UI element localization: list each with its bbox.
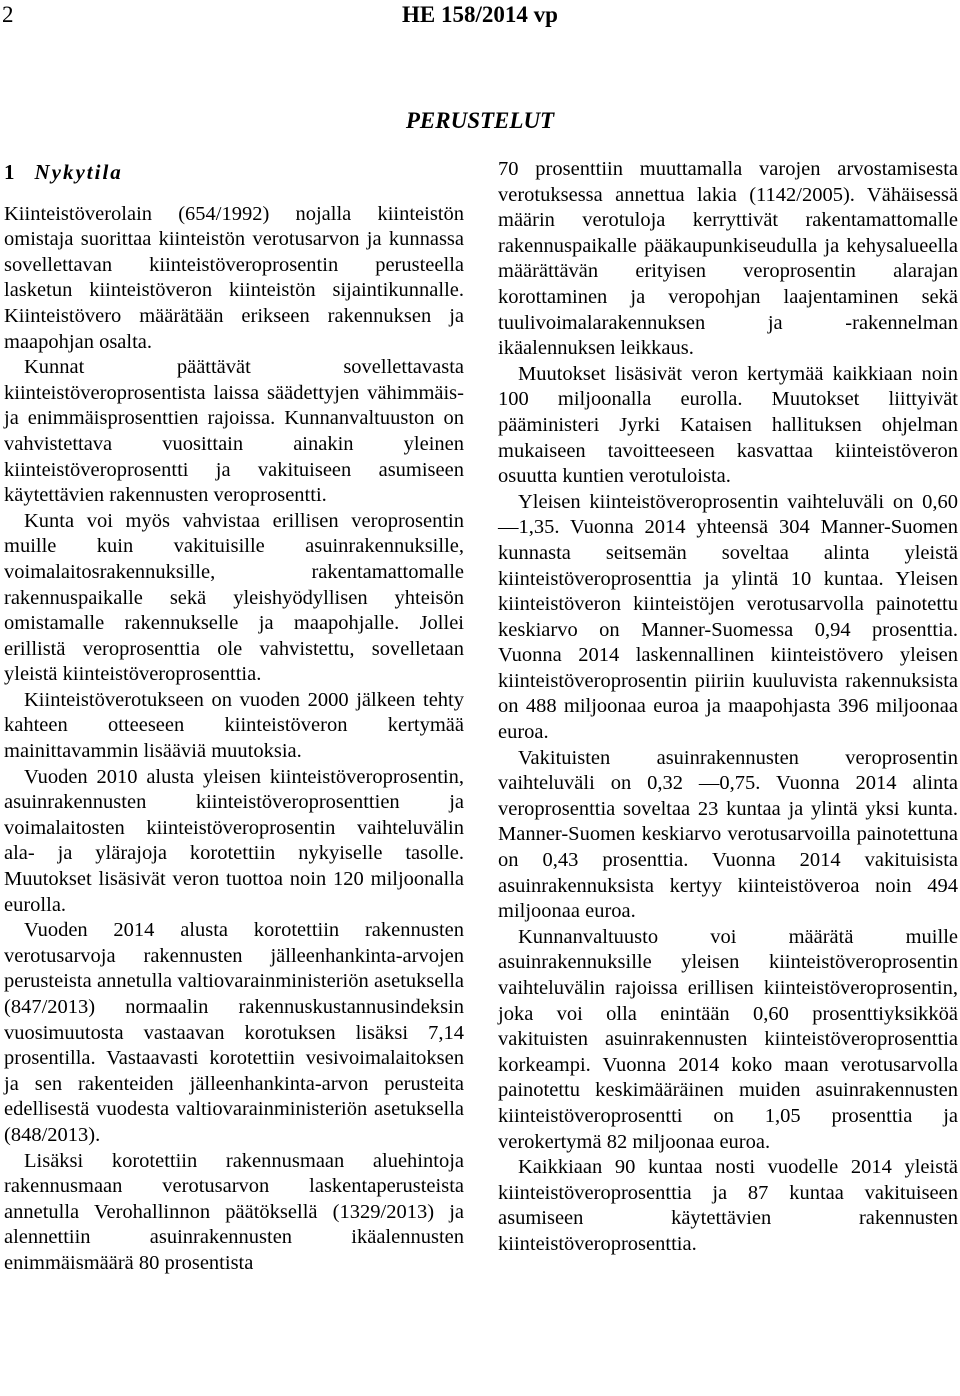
paragraph: Kunta voi myös vahvistaa erillisen veroprosentin muille kuin vakituisille asuinrakennuksille, voimalaitosrakennuksille, rakentamattomalle rakennuspaikalle sekä yleishyödyllisen yhteisön omistamalle rakennukselle ja maapohjalle. Jollei erillistä veroprosenttia ole vahvistettu, sovelletaan yleistä kiinteistöveroprosenttia.	[4, 509, 464, 686]
section-title: PERUSTELUT	[405, 108, 555, 133]
left-column	[4, 160, 464, 1277]
subsection-number: 1	[4, 160, 15, 184]
right-column	[498, 157, 958, 1258]
paragraph: Kunnat päättävät sovellettavasta kiinteistöveroprosentista laissa säädettyjen vähimmäis- ja enimmäisprosenttien rajoissa. Kunnanvaltuuston on vahvistettava vuosittain ainakin yleinen kiinteistöveroprosentti ja vakituiseen asumiseen käytettävien rakennusten veroprosentti.	[4, 356, 464, 507]
subsection-heading	[4, 160, 464, 186]
paragraph: Vuoden 2010 alusta yleisen kiinteistöveroprosentin, asuinrakennusten kiinteistöveroprosenttien ja voimalaitosten kiinteistöveroprosentin vaihteluvälin ala- ja ylärajoja korotettiin nykyiselle tasolle. Muutokset lisäsivät veron tuottoa noin 120 miljoonalla eurolla.	[4, 765, 464, 916]
document-id: HE 158/2014 vp	[402, 2, 558, 27]
paragraph: Vakituisten asuinrakennusten veroprosentin vaihteluväli on 0,32 —0,75. Vuonna 2014 alinta veroprosenttia soveltaa 23 kuntaa ja ylintä yksi kunta. Manner-Suomen keskiarvo verotusarvoilla painotettuna on 0,43 prosenttia. Vuonna 2014 vakituisista asuinrakennuksista kertyy kiinteistöveroa noin 494 miljoonaa euroa.	[498, 746, 958, 923]
paragraph: Kaikkiaan 90 kuntaa nosti vuodelle 2014 yleistä kiinteistöveroprosenttia ja 87 kuntaa vakituiseen asumiseen käytettävien rakennusten kiinteistöveroprosenttia.	[498, 1156, 958, 1255]
paragraph: Kiinteistöverolain (654/1992) nojalla kiinteistön omistaja suorittaa kiinteistön verotusarvon ja kunnassa sovellettavan kiinteistöveroprosentin perusteella lasketun kiinteistöveron kiinteistön sijaintikunnalle. Kiinteistövero määrätään erikseen rakennuksen ja maapohjan osalta.	[4, 202, 464, 353]
page-number: 2	[2, 2, 14, 27]
paragraph: Vuoden 2014 alusta korotettiin rakennusten verotusarvoja rakennusten jälleenhankinta-arvojen perusteista annetulla valtiovarainministeriön asetuksella (847/2013) normaalin rakennuskustannusindeksin vuosimuutosta vastaavan korotuksen lisäksi 7,14 prosentilla. Vastaavasti korotettiin vesivoimalaitoksen ja sen rakenteiden jälleenhankinta-arvon perusteita edellisestä vuodesta valtiovarainministeriön asetuksella (848/2013).	[4, 919, 464, 1146]
paragraph: Muutokset lisäsivät veron kertymää kaikkiaan noin 100 miljoonalla eurolla. Muutokset liittyivät pääministeri Jyrki Kataisen hallituksen ohjelman mukaiseen tavoitteeseen kasvattaa kiinteistöveron osuutta kuntien verotuloista.	[498, 362, 958, 488]
paragraph: Kunnanvaltuusto voi määrätä muille asuinrakennuksille yleisen kiinteistöveroprosentin vaihteluvälin rajoissa erillisen kiinteistöveroprosentin, joka voi olla enintään 0,60 prosenttiyksikköä vakituisten asuinrakennusten kiinteistöveroprosenttia korkeampi. Vuonna 2014 koko maan verotusarvolla painotettu keskimääräinen muiden asuinrakennusten kiinteistöveroprosentti on 1,05 prosenttia ja verokertymä 82 miljoonaa euroa.	[498, 925, 958, 1153]
paragraph: 70 prosenttiin muuttamalla varojen arvostamisesta verotuksessa annettua lakia (1142/2005). Vähäisessä määrin verotuloja kerryttivät rakentamattomalle rakennuspaikalle pääkaupunkiseudulla ja kehysalueella määrättävän erityisen veroprosentin alarajan korottaminen ja veropohjan laajentaminen sekä tuulivoimalarakennuksen ja -rakennelman ikäalennuksen leikkaus.	[498, 158, 958, 360]
subsection-title: Nykytila	[34, 160, 123, 184]
paragraph: Lisäksi korotettiin rakennusmaan aluehintoja rakennusmaan verotusarvon laskentaperusteista annetulla Verohallinnon päätöksellä (1329/2013) ja alennettiin asuinrakennusten ikäalennusten enimmäismäärä 80 prosentista	[4, 1149, 464, 1274]
paragraph: Yleisen kiinteistöveroprosentin vaihteluväli on 0,60 —1,35. Vuonna 2014 yhteensä 304 Manner-Suomen kunnasta seitsemän soveltaa alinta yleistä kiinteistöveroprosenttia ja ylintä 10 kuntaa. Yleisen kiinteistöveron kiinteistöjen verotusarvolla painotettu keskiarvo on Manner-Suomessa 0,94 prosenttia. Vuonna 2014 laskennallinen kiinteistövero yleisen kiinteistöveroprosentin piiriin kuuluvista rakennuksista on 488 miljoonaa euroa ja maapohjasta 396 miljoonaa euroa.	[498, 490, 958, 744]
paragraph: Kiinteistöverotukseen on vuoden 2000 jälkeen tehty kahteen otteeseen kiinteistöveron kertymää mainittavammin lisääviä muutoksia.	[4, 688, 464, 763]
